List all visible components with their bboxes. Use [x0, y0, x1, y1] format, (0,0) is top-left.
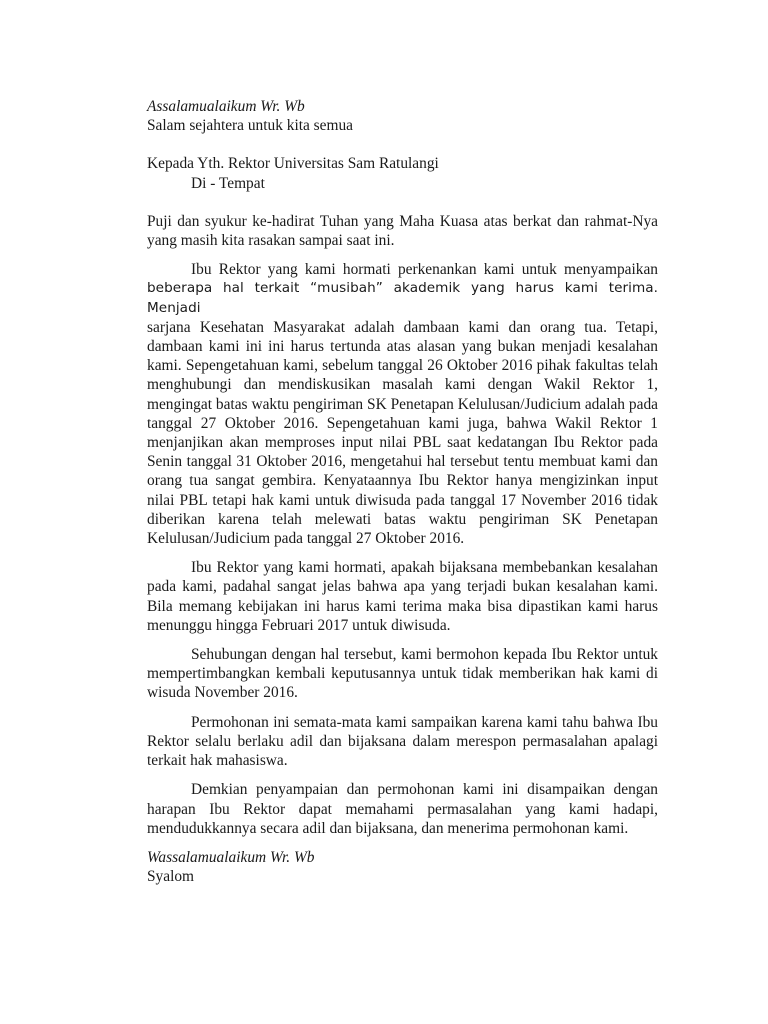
- spacer: [147, 838, 658, 848]
- closing-salutation: Syalom: [147, 868, 195, 886]
- spacer: [147, 548, 658, 558]
- closing-greeting: Wassalamualaikum Wr. Wb: [147, 848, 315, 866]
- spacer: [147, 635, 658, 645]
- spacer: [147, 703, 658, 713]
- spacer: [147, 770, 658, 780]
- addressee-place: Di - Tempat: [191, 174, 265, 192]
- paragraph-main-issue-rest: sarjana Kesehatan Masyarakat adalah dambaan kami dan orang tua. Tetapi, dambaan kami ini ini harus tertunda atas alasan yang bukan menjadi kesalahan kami. Sepengetahuan kami, sebelum tanggal 26 Oktober 2016 pihak fakultas telah menghubungi dan mendiskusikan masalah kami dengan Wakil Rektor 1, mengingat batas waktu pengiriman SK Penetapan Kelulusan/Judicium adalah pada tanggal 27 Oktober 2016. Sepengetahuan kami juga, bahwa Wakil Rektor 1 menjanjikan akan memproses input nilai PBL saat kedatangan Ibu Rektor pada Senin tanggal 31 Oktober 2016, mengetahui hal tersebut tentu membuat kami dan orang tua sangat gembira. Kenyataannya Ibu Rektor hanya mengizinkan input nilai PBL tetapi hak kami untuk diwisuda pada tanggal 17 November 2016 tidak diberikan karena telah melewati batas waktu pengiriman SK Penetapan Kelulusan/Judicium pada tanggal 27 Oktober 2016.: [147, 318, 658, 548]
- spacer: [147, 135, 658, 154]
- paragraph-gratitude: Puji dan syukur ke-hadirat Tuhan yang Maha Kuasa atas berkat dan rahmat-Nya yang masih kita rasakan sampai saat ini.: [147, 212, 658, 250]
- paragraph-closing-remarks: Demkian penyampaian dan permohonan kami ini disampaikan dengan harapan Ibu Rektor dapat memahami permasalahan yang kami hadapi, mendudukkannya secara adil dan bijaksana, dan menerima permohonan kami.: [147, 781, 658, 837]
- paragraph-main-issue: [147, 260, 658, 548]
- addressee-line: Kepada Yth. Rektor Universitas Sam Ratulangi: [147, 155, 439, 173]
- letter-body: [147, 97, 658, 886]
- spacer: [147, 193, 658, 212]
- paragraph-reason: Permohonan ini semata-mata kami sampaikan karena kami tahu bahwa Ibu Rektor selalu berlaku adil dan bijaksana dalam merespon permasalahan apalagi terkait hak mahasiswa.: [147, 713, 658, 770]
- opening-salutation: Salam sejahtera untuk kita semua: [147, 117, 354, 135]
- opening-greeting: Assalamualaikum Wr. Wb: [147, 98, 305, 115]
- paragraph-main-issue-start: Ibu Rektor yang kami hormati perkenankan kami untuk menyampaikan: [191, 261, 658, 279]
- spacer: [147, 250, 658, 260]
- paragraph-main-issue-sans-line: beberapa hal terkait “musibah” akademik yang harus kami terima. Menjadi: [147, 280, 658, 316]
- paragraph-question: Ibu Rektor yang kami hormati, apakah bijaksana membebankan kesalahan pada kami, padahal sangat jelas bahwa apa yang terjadi bukan kesalahan kami. Bila memang kebijakan ini harus kami terima maka bisa dipastikan kami harus menunggu hingga Februari 2017 untuk diwisuda.: [147, 559, 658, 634]
- paragraph-request: Sehubungan dengan hal tersebut, kami bermohon kepada Ibu Rektor untuk mempertimbangkan kembali keputusannya untuk tidak memberikan hak kami di wisuda November 2016.: [147, 646, 658, 702]
